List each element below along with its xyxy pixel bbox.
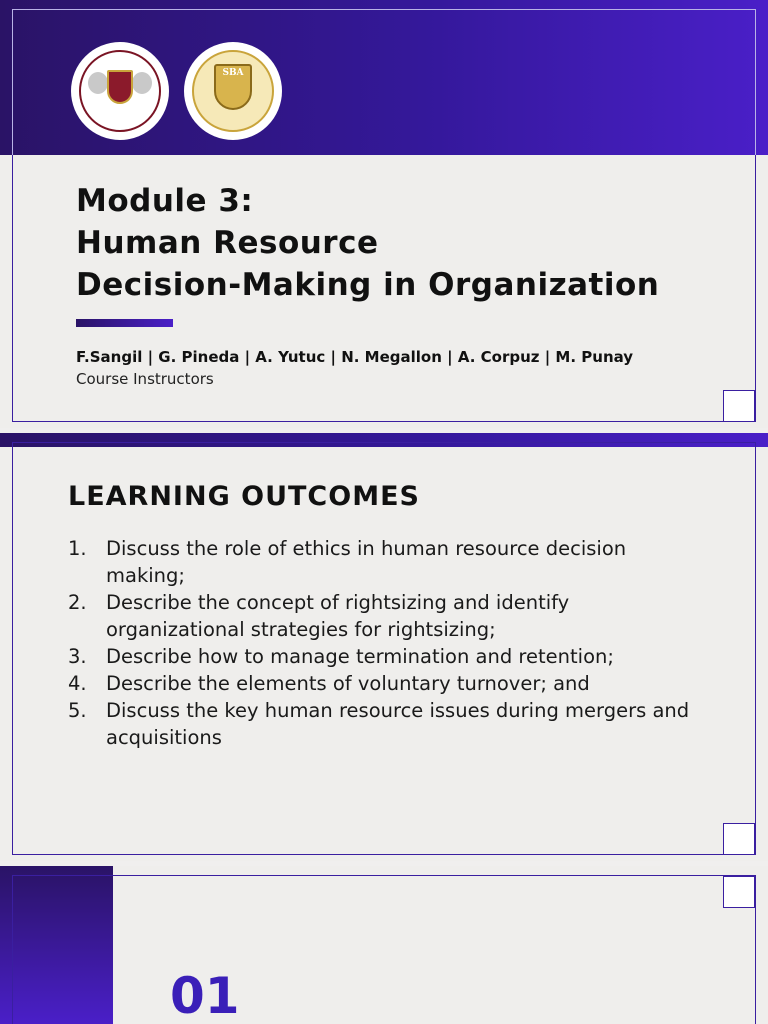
section-number: 01	[170, 967, 240, 1024]
corner-box	[723, 876, 755, 908]
title-line-1: Module 3:	[76, 183, 254, 219]
instructors-role: Course Instructors	[76, 370, 214, 388]
title-accent-bar	[76, 319, 173, 327]
sba-seal-logo: SBA	[184, 42, 282, 140]
title-slide	[0, 0, 768, 428]
list-item	[68, 697, 708, 751]
list-item	[68, 589, 708, 643]
section-slide	[0, 866, 768, 1024]
learning-outcomes-heading: LEARNING OUTCOMES	[68, 481, 420, 512]
outcome-text: Describe the concept of rightsizing and identify organizational strategies for rightsizing;	[106, 591, 570, 641]
outcome-number: 2.	[68, 591, 87, 614]
outcome-number: 3.	[68, 645, 87, 668]
corner-box	[723, 390, 755, 422]
title-line-2: Human Resource	[76, 225, 379, 261]
outcome-number: 1.	[68, 537, 87, 560]
outcomes-list	[68, 535, 708, 751]
corner-box	[723, 823, 755, 855]
holy-angel-university-seal-logo	[71, 42, 169, 140]
outcome-text: Discuss the key human resource issues during mergers and acquisitions	[106, 699, 690, 749]
slide-frame	[12, 875, 756, 1024]
module-title	[76, 180, 659, 306]
outcome-text: Discuss the role of ethics in human resource decision making;	[106, 537, 627, 587]
list-item	[68, 643, 708, 670]
outcome-text: Describe how to manage termination and retention;	[106, 645, 614, 668]
title-line-3: Decision-Making in Organization	[76, 267, 660, 303]
list-item	[68, 670, 708, 697]
list-item	[68, 535, 708, 589]
outcome-number: 5.	[68, 699, 87, 722]
outcome-text: Describe the elements of voluntary turnover; and	[106, 672, 590, 695]
learning-outcomes-slide	[0, 433, 768, 861]
instructors-names: F.Sangil | G. Pineda | A. Yutuc | N. Megallon | A. Corpuz | M. Punay	[76, 348, 634, 366]
outcome-number: 4.	[68, 672, 87, 695]
